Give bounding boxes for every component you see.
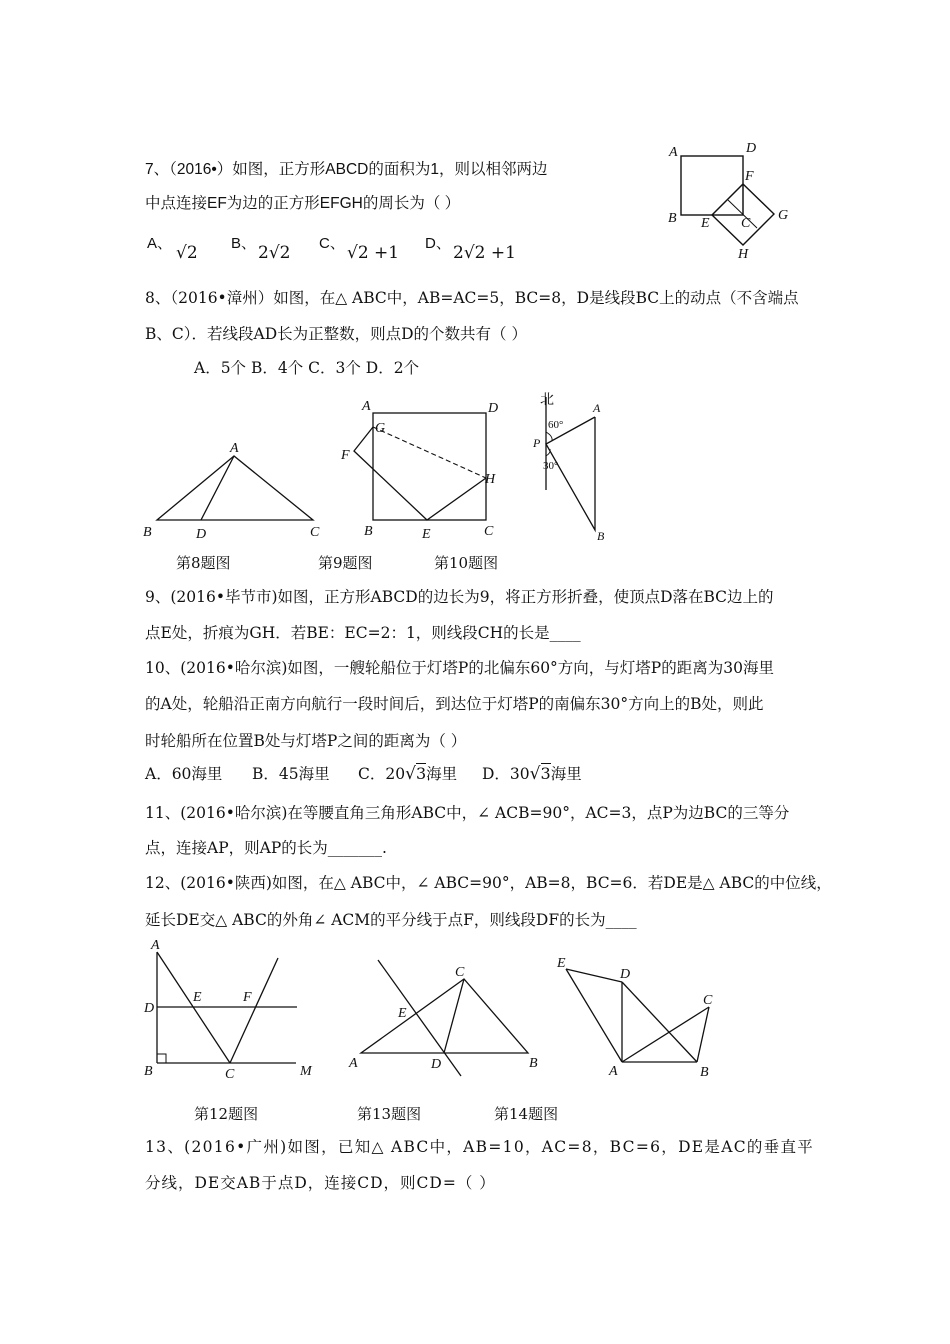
caption-fig10: 第10题图 <box>434 554 499 572</box>
fig12-label-b: B <box>144 1064 153 1079</box>
fig13-label-b: B <box>529 1056 538 1071</box>
fig10-label-north: 北 <box>540 393 554 408</box>
fig10-label-a: A <box>593 401 601 415</box>
q10-option-c-label: C．20 <box>358 765 406 783</box>
q10-option-c-unit: 海里 <box>426 765 458 783</box>
caption-fig14: 第14题图 <box>494 1105 559 1123</box>
fig7-label-d: D <box>746 141 757 156</box>
fig8-label-a: A <box>230 441 239 456</box>
q11-line1: 11、(2016•哈尔滨)在等腰直角三角形ABC中，∠ ACB=90°，AC=3，点P为边BC的三等分 <box>145 804 790 822</box>
fig10-label-30: 30° <box>543 460 559 472</box>
fig12-label-m: M <box>300 1064 312 1079</box>
q7-option-b-value: 2√2 <box>258 243 291 263</box>
fig13-label-c: C <box>455 965 465 980</box>
q7-option-a-label: A、 <box>147 235 173 252</box>
fig10-label-b: B <box>597 529 605 543</box>
fig9-label-a: A <box>362 399 371 414</box>
q10-option-d-label: D．30 <box>482 765 530 783</box>
fig12-label-e: E <box>193 990 202 1005</box>
fig12-label-f: F <box>243 990 252 1005</box>
q8-options: A．5个 B．4个 C．3个 D．2个 <box>194 359 420 377</box>
q10-option-a: A．60海里 <box>145 765 223 783</box>
q10-option-c-radicand: 3 <box>415 764 427 783</box>
q10-option-b: B．45海里 <box>252 765 330 783</box>
q8-line1: 8、（2016•漳州）如图，在△ ABC中，AB=AC=5，BC=8，D是线段BC上的动点（不含端点 <box>145 289 799 307</box>
fig7-label-b: B <box>668 211 677 226</box>
fig10-label-p: P <box>533 436 541 450</box>
fig9-label-c: C <box>484 524 494 539</box>
fig9-label-b: B <box>364 524 373 539</box>
caption-fig12: 第12题图 <box>194 1105 259 1123</box>
q7-line2: 中点连接EF为边的正方形EFGH的周长为（ ） <box>145 195 461 212</box>
caption-fig8: 第8题图 <box>176 554 231 572</box>
fig7-label-c: C <box>741 216 751 231</box>
q8-line2: B、C）．若线段AD长为正整数，则点D的个数共有（ ） <box>145 325 527 343</box>
fig10-label-60: 60° <box>548 419 564 431</box>
q9-line2: 点E处，折痕为GH．若BE：EC=2：1，则线段CH的长是____ <box>145 624 581 642</box>
fig9-label-g: G <box>375 421 386 436</box>
fig8-label-d: D <box>196 527 207 542</box>
q11-line2: 点，连接AP，则AP的长为_______. <box>145 839 387 857</box>
fig14-label-a: A <box>609 1064 618 1079</box>
q13-line1: 13、(2016•广州)如图，已知△ ABC中，AB=10，AC=8，BC=6，DE是AC的垂直平 <box>145 1138 815 1156</box>
q7-option-c-label: C、 <box>319 235 345 252</box>
fig12-label-d: D <box>144 1001 155 1016</box>
q10-line2: 的A处，轮船沿正南方向航行一段时间后，到达位于灯塔P的南偏东30°方向上的B处，则此 <box>145 695 764 713</box>
fig14-label-d: D <box>620 967 631 982</box>
q10-option-d-unit: 海里 <box>550 765 582 783</box>
q9-line1: 9、(2016•毕节市)如图，正方形ABCD的边长为9，将正方形折叠，使顶点D落在BC边上的 <box>145 588 774 606</box>
q7-option-d-label: D、 <box>425 235 451 252</box>
q7-option-b-label: B、 <box>231 235 257 252</box>
fig13-label-e: E <box>398 1006 407 1021</box>
fig9-label-h: H <box>485 472 496 487</box>
q10-line3: 时轮船所在位置B处与灯塔P之间的距离为（ ） <box>145 732 467 750</box>
q13-line2: 分线，DE交AB于点D，连接CD，则CD=（ ） <box>145 1174 496 1192</box>
fig9-label-f: F <box>341 448 350 463</box>
fig8-label-c: C <box>310 525 320 540</box>
fig14-label-b: B <box>700 1065 709 1080</box>
fig12-label-a: A <box>151 938 160 953</box>
q12-line1: 12、(2016•陕西)如图，在△ ABC中，∠ ABC=90°，AB=8，BC=6．若DE是△ ABC的中位线， <box>145 874 832 892</box>
fig9-label-d: D <box>488 401 499 416</box>
q10-option-d-radicand: 3 <box>540 764 551 783</box>
fig13-label-a: A <box>349 1056 358 1071</box>
caption-fig13: 第13题图 <box>357 1105 422 1123</box>
radical-sign-icon: √ <box>529 764 541 784</box>
fig7-label-e: E <box>701 216 710 231</box>
q12-line2: 延长DE交△ ABC的外角∠ ACM的平分线于点F，则线段DF的长为____ <box>145 911 637 929</box>
q7-option-a-value: √2 <box>176 243 198 263</box>
fig7-label-g: G <box>778 208 789 223</box>
fig14-label-c: C <box>703 993 713 1008</box>
fig7-label-f: F <box>745 169 754 184</box>
fig9-label-e: E <box>422 527 431 542</box>
q7-option-d-value: 2√2 +1 <box>453 243 516 263</box>
fig8-label-b: B <box>143 525 152 540</box>
q7-line1: 7、（2016•）如图，正方形ABCD的面积为1，则以相邻两边 <box>145 161 548 178</box>
radical-sign-icon: √ <box>405 764 416 784</box>
q7-option-c-value: √2 +1 <box>347 243 400 263</box>
fig14-label-e: E <box>557 956 566 971</box>
fig12-label-c: C <box>225 1067 235 1082</box>
fig7-label-h: H <box>738 247 749 262</box>
caption-fig9: 第9题图 <box>318 554 373 572</box>
fig13-label-d: D <box>431 1057 442 1072</box>
fig7-label-a: A <box>669 145 678 160</box>
q10-line1: 10、(2016•哈尔滨)如图，一艘轮船位于灯塔P的北偏东60°方向，与灯塔P的距离为30海里 <box>145 659 774 677</box>
